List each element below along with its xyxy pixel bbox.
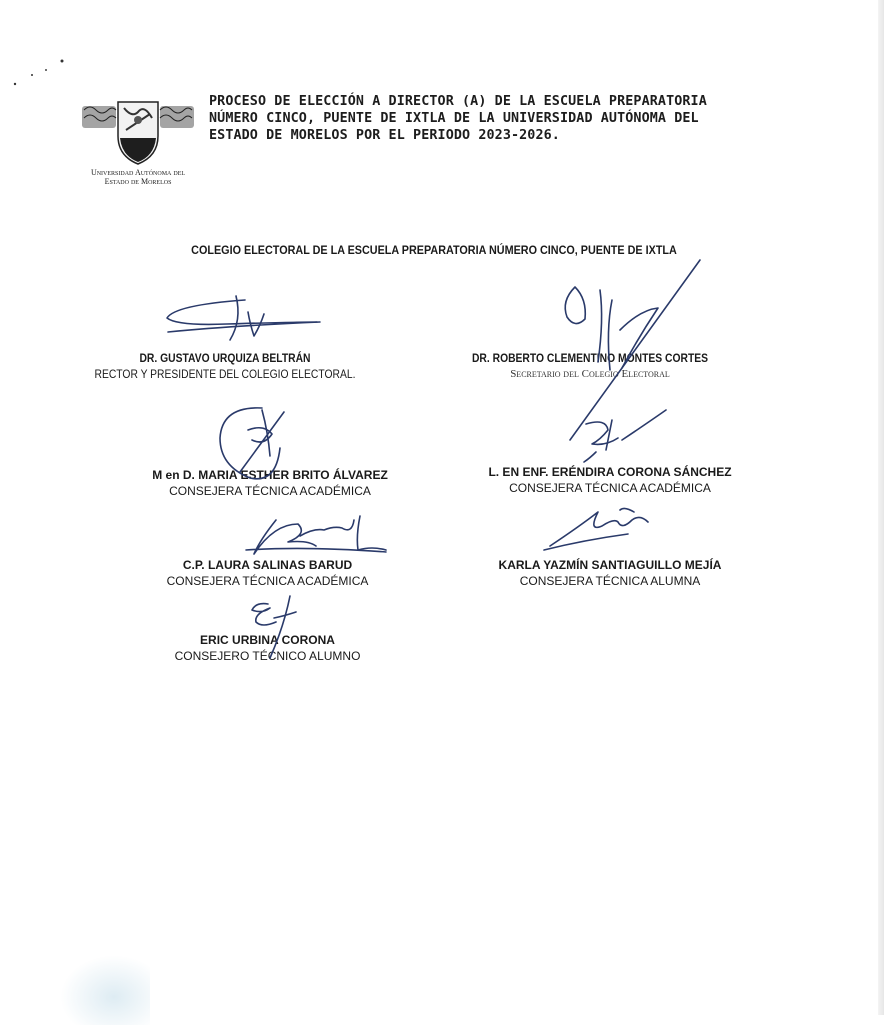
signature-corona [584,410,666,462]
signer-name: L. EN ENF. ERÉNDIRA CORONA SÁNCHEZ [488,465,732,479]
signer-role: RECTOR Y PRESIDENTE DEL COLEGIO ELECTORAL. [94,367,356,381]
signer-corona [465,464,755,496]
signer-role: CONSEJERA TÉCNICA ACADÉMICA [169,484,371,498]
signer-rector [70,350,380,382]
signer-role: CONSEJERO TÉCNICO ALUMNO [174,649,361,663]
signer-name: C.P. LAURA SALINAS BARUD [182,558,353,572]
signature-santiaguillo [544,508,648,550]
signature-salinas [246,516,386,554]
logo-caption-line2: Estado de Morelos [104,177,172,186]
title-line-3: ESTADO DE MORELOS POR EL PERIODO 2023-2026. [209,128,560,143]
university-logo [74,96,202,186]
signer-name: ERIC URBINA CORONA [200,633,335,647]
signer-role: Secretario del Colegio Electoral [510,368,670,380]
signer-brito [110,467,430,499]
signer-name: DR. ROBERTO CLEMENTINO MONTES CORTES [471,351,709,365]
signer-name: DR. GUSTAVO URQUIZA BELTRÁN [139,351,311,365]
page-edge-shadow [878,0,884,1015]
title-line-2: NÚMERO CINCO, PUENTE DE IXTLA DE LA UNIVERSIDAD AUTÓNOMA DEL [209,111,699,126]
signer-name: M en D. MARIA ESTHER BRITO ÁLVAREZ [152,468,388,482]
document-title [209,93,789,144]
signer-santiaguillo [465,557,755,589]
signer-role: CONSEJERA TÉCNICA ACADÉMICA [509,481,711,495]
college-title: COLEGIO ELECTORAL DE LA ESCUELA PREPARATORIA NÚMERO CINCO, PUENTE DE IXTLA [191,243,677,257]
signer-name: KARLA YAZMÍN SANTIAGUILLO MEJÍA [498,558,722,572]
signer-role: CONSEJERA TÉCNICA ACADÉMICA [166,574,369,588]
signature-rector [167,296,320,340]
signer-salinas [115,557,420,589]
title-line-1: PROCESO DE ELECCIÓN A DIRECTOR (A) DE LA ESCUELA PREPARATORIA [209,94,707,109]
scan-specks [10,50,70,90]
signer-secretary [440,350,740,382]
logo-caption-line1: Universidad Autónoma del [90,168,186,177]
uaem-emblem-icon [78,96,198,166]
signer-urbina [115,632,420,664]
signer-role: CONSEJERA TÉCNICA ALUMNA [519,574,701,588]
